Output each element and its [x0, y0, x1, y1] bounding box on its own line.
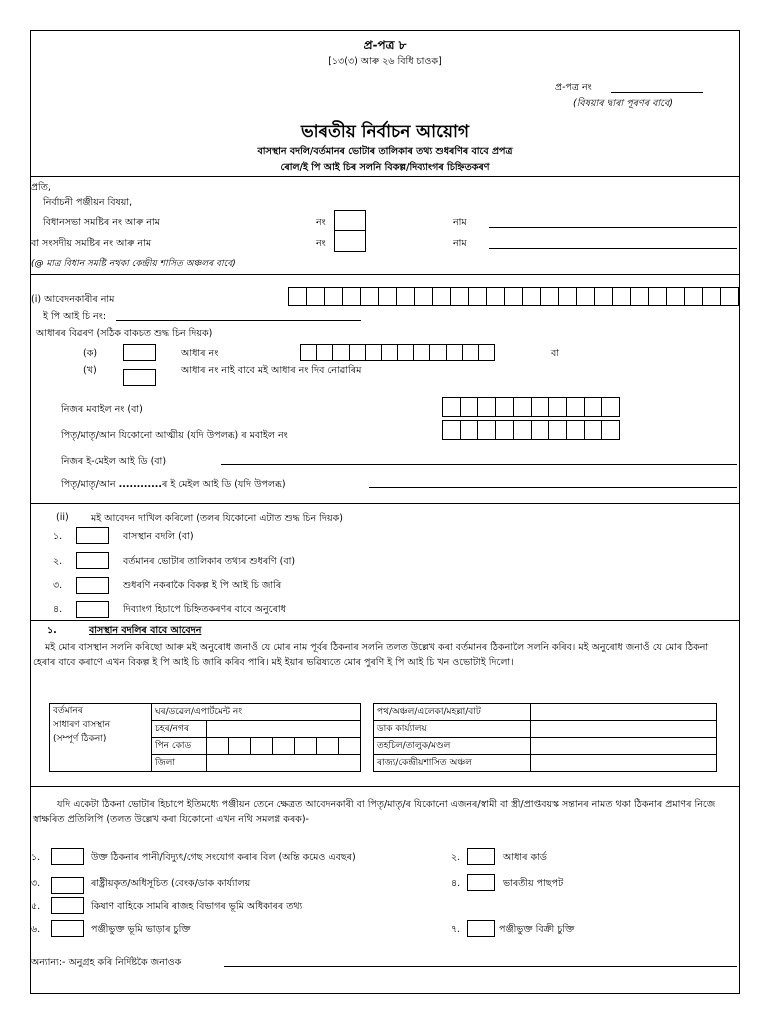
parliament-label: বা সংসদীয় সমষ্টিৰ নং আৰু নাম [31, 238, 152, 249]
address-table-left [49, 703, 361, 772]
form-number-field[interactable] [611, 92, 703, 93]
town-input[interactable] [207, 721, 361, 738]
mobile-relative-label: পিতৃ/মাতৃ/আন যিকোনো আত্মীয় (যদি উপলব্ধ) ৰ মবাইল নং [61, 430, 288, 441]
email-relative-dots: ............ [118, 479, 162, 490]
street-input[interactable] [531, 704, 717, 721]
email-self-input[interactable] [221, 464, 737, 465]
proof-paragraph: যদি একেটা ঠিকনা ভোটাৰ হিচাপে ইতিমধ্যে পঞ্জীয়ন তেনে ক্ষেত্ৰত আবেদনকাৰী বা পিতৃ/মাতৃ/ৰ যিকোনো এজনৰ/স্বামী বা স্ত্ৰী/প্ৰাপ্তবয়স্ক সন্তানৰ নামত থকা ঠিকনাৰ প্ৰমাণৰ নিজে স্বাক্ষৰিত প্ৰতিলিপি (তলত উল্লেখ কৰা যিকোনো এখন নথি সমলগ্ন কৰক)- [33, 799, 716, 825]
parliament-no-label: নং [316, 238, 326, 249]
pin-digit[interactable] [251, 738, 273, 755]
assembly-no-label: নং [316, 217, 326, 228]
no-aadhaar-label: আধাৰ নং নাই বাবে মই আধাৰ নং দিব নোৱাৰিম [181, 365, 362, 376]
proof-item-label: ভাৰতীয় পাছপট [503, 878, 564, 889]
commission-title: ভাৰতীয় নিৰ্বাচন আয়োগ [300, 122, 470, 142]
purpose-item-label: বাসস্থান বদলি (বা) [123, 531, 194, 542]
purpose-num: (ii) [56, 512, 69, 523]
pin-digit[interactable] [295, 738, 317, 755]
shift-heading: বাসস্থান বদলিৰ বাবে আবেদন [89, 625, 202, 636]
purpose-replacement-checkbox[interactable] [76, 577, 109, 594]
mobile-self-label: নিজৰ মবাইল নং (বা) [61, 404, 143, 415]
proof-other-label: অন্যান্য:- অনুগ্ৰহ কৰি নিৰ্দিষ্টকৈ জনাওক [31, 957, 182, 968]
pin-digit[interactable] [317, 738, 339, 755]
proof-utility-checkbox[interactable] [51, 848, 84, 865]
state-label: ৰাজ্য/কেন্দ্ৰীয়শাসিত অঞ্চল [374, 755, 531, 772]
email-relative-suffix: ৰ ই মেইল আই ডি (যদি উপলব্ধ) [161, 479, 286, 490]
purpose-item-num: ২. [53, 556, 63, 567]
state-input[interactable] [531, 755, 717, 772]
purpose-item-label: দিব্যাংগ হিচাপে চিহ্নিতকৰণৰ বাবে অনুৰোধ [123, 604, 286, 615]
rule-reference: [১৩(৩) আৰু ২৬ বিধি চাওক] [328, 56, 442, 67]
district-label: জিলা [152, 755, 207, 772]
no-aadhaar-checkbox[interactable] [123, 369, 156, 386]
assembly-name-label: নাম [453, 217, 467, 228]
divider [31, 620, 739, 621]
email-relative-input[interactable] [369, 487, 737, 488]
purpose-shift-checkbox[interactable] [76, 527, 109, 544]
assembly-label: বিধানসভা সমষ্টিৰ নং আৰু নাম [43, 217, 160, 228]
proof-item-label: পঞ্জীভুক্ত ভূমি ভাড়াৰ চুক্তি [91, 924, 191, 935]
addressee-note: (@ মাত্ৰ বিধান সমষ্টি নথকা কেন্দ্ৰীয় শাসিত অঞ্চলৰ বাবে) [31, 259, 236, 269]
proof-passport-checkbox[interactable] [467, 874, 495, 891]
proof-land-record-checkbox[interactable] [51, 897, 84, 914]
pin-label: পিন কোড [152, 738, 207, 755]
option-a-num: (ক) [83, 348, 98, 359]
form-number-label: প্ৰ-পত্ৰ নং [555, 82, 592, 93]
epic-label: ই পি আই চি নং: [43, 311, 107, 322]
addr-title-1: বৰ্তমানৰ [53, 706, 83, 716]
proof-item-label: কিষাণ বাহিকে সামৰি ৰাজহ বিভাগৰ ভূমি অধিকাৰৰ তথ্য [91, 901, 303, 912]
proof-sale-deed-checkbox[interactable] [467, 920, 495, 937]
purpose-item-label: শুধৰণি নকৰাকৈ বিকল্প ই পি আই চি জাৰি [123, 580, 282, 591]
proof-item-num: ৪. [451, 878, 461, 889]
aadhaar-option-checkbox[interactable] [123, 344, 156, 361]
pin-rest[interactable] [339, 738, 361, 755]
addressee-to: প্ৰতি, [31, 182, 51, 193]
proof-item-num: ৩. [31, 878, 41, 889]
purpose-item-num: ১. [53, 531, 63, 542]
proof-item-num: ৫. [31, 901, 41, 912]
post-office-label: ডাক কাৰ্য্যালয় [374, 721, 531, 738]
purpose-heading: মই আবেদন দাখিল কৰিলো (তলৰ যিকোনো এটাত শুদ্ধ চিন দিয়ক) [91, 513, 343, 524]
aadhaar-heading: আধাৰৰ বিৱৰণ (সঠিক বাকচত শুদ্ধ চিন দিয়ক) [36, 328, 213, 339]
mobile-self-input[interactable] [442, 397, 620, 417]
mobile-relative-input[interactable] [442, 420, 620, 440]
epic-input[interactable] [116, 320, 361, 321]
street-label: পথ/অঞ্চল/এলেকা/মহল্লা/বাট [374, 704, 531, 721]
form-subtitle-1: বাসস্থান বদলি/বৰ্তমানৰ ভোটাৰ তালিকাৰ তথ্য শুধৰণিৰ বাবে প্ৰপত্ৰ [257, 146, 513, 157]
parliament-name-label: নাম [453, 238, 467, 249]
form-subtitle-2: ৰোল/ই পি আই চিৰ সলনি বিকল্প/দিব্যাংগৰ চিহ্নিতকৰণ [280, 162, 490, 173]
proof-item-num: ২. [451, 852, 461, 863]
shift-num: ১. [47, 625, 57, 636]
proof-item-label: উক্ত ঠিকনাৰ পানী/বিদ্যুৎ/গেছ সংযোগ কৰাৰ বিল (অন্তি কমেও এবছৰ) [91, 852, 356, 863]
proof-other-input[interactable] [224, 966, 737, 967]
aadhaar-no-input[interactable] [300, 344, 495, 361]
proof-item-num: ৭. [451, 924, 461, 935]
email-relative-prefix: পিতৃ/মাতৃ/আন [61, 479, 116, 490]
post-office-input[interactable] [531, 721, 717, 738]
divider [31, 176, 739, 177]
email-self-label: নিজৰ ই-মেইল আই ডি (বা) [61, 456, 167, 467]
form-page [30, 30, 740, 994]
assembly-no-input[interactable] [334, 210, 366, 232]
proof-rent-checkbox[interactable] [51, 920, 84, 937]
addr-title-2: সাধাৰণ বাসস্থান [53, 720, 111, 730]
proof-item-num: ৬. [31, 924, 41, 935]
purpose-correction-checkbox[interactable] [76, 552, 109, 569]
applicant-name-input[interactable] [288, 287, 739, 306]
proof-item-label: ৰাষ্ট্ৰীয়কৃত/অধিসূচিত (বেংক/ডাক কাৰ্য্যালয় [91, 878, 251, 889]
tehsil-label: তহচিল/তালুক/মণ্ডল [374, 738, 531, 755]
form-number-note: (বিষয়াৰ দ্বাৰা পূৰণৰ বাবে) [573, 98, 673, 109]
parliament-name-input[interactable] [489, 248, 737, 249]
purpose-item-num: ৪. [53, 604, 63, 615]
house-label: ঘৰ/ডৱেল/এপাৰ্টমেন্ট নং [155, 707, 243, 717]
town-label: চহৰ/নগৰ [152, 721, 207, 738]
tehsil-input[interactable] [531, 738, 717, 755]
purpose-item-label: বৰ্তমানৰ ভোটাৰ তালিকাৰ তথ্যৰ শুধৰণি (বা) [123, 556, 296, 567]
proof-item-num: ১. [31, 852, 41, 863]
assembly-name-input[interactable] [489, 227, 737, 228]
option-b-num: (খ) [83, 365, 97, 376]
district-input[interactable] [207, 755, 361, 772]
divider [31, 503, 739, 504]
proof-passbook-checkbox[interactable] [51, 877, 84, 894]
purpose-disability-checkbox[interactable] [76, 601, 109, 618]
proof-item-label: পঞ্জীভুক্ত বিক্ৰী চুক্তি [499, 924, 575, 935]
proof-aadhaar-checkbox[interactable] [467, 848, 495, 865]
aadhaar-no-label: আধাৰ নং [181, 348, 219, 359]
applicant-name-label: (i) আবেদনকাৰীৰ নাম [31, 294, 115, 305]
or-label: বা [551, 348, 560, 359]
shift-paragraph: মই মোৰ বাসস্থান সলনি কৰিছো আৰু মই অনুৰোধ জনাওঁ যে মোৰ নাম পূৰ্বৰ ঠিকনাৰ সলনি তলত উল্লেখ কৰা বৰ্তমানৰ ঠিকনালৈ সলনি কৰিব। মই অনুৰোধ জনাওঁ যে মোৰ ঠিকনা হেৰাৰ বাবে কৰাণে এখন বিকল্প ই পি আই চি জাৰি কৰিব পাৰি। মই ইয়াৰ ভৱিষ্যতে মোৰ পুৰণি ই পি আই চি খন ওভোটাই দিলো। [33, 642, 709, 668]
pin-digit[interactable] [273, 738, 295, 755]
divider [31, 274, 739, 275]
parliament-no-input[interactable] [334, 230, 366, 252]
addressee-officer: নিৰ্বাচনী পঞ্জীয়ন বিষয়া, [43, 197, 133, 208]
house-no-cell[interactable] [152, 704, 361, 721]
purpose-item-num: ৩. [53, 580, 63, 591]
address-table-right [373, 703, 717, 772]
proof-item-label: আধাৰ কাৰ্ড [503, 852, 547, 863]
email-relative-label [61, 478, 286, 493]
pin-digit[interactable] [207, 738, 229, 755]
divider [31, 786, 739, 787]
pin-digit[interactable] [229, 738, 251, 755]
form-number-title: প্ৰ-পত্ৰ ৮ [363, 38, 407, 52]
addr-title-3: (সম্পূৰ্ণ ঠিকনা) [53, 734, 107, 744]
